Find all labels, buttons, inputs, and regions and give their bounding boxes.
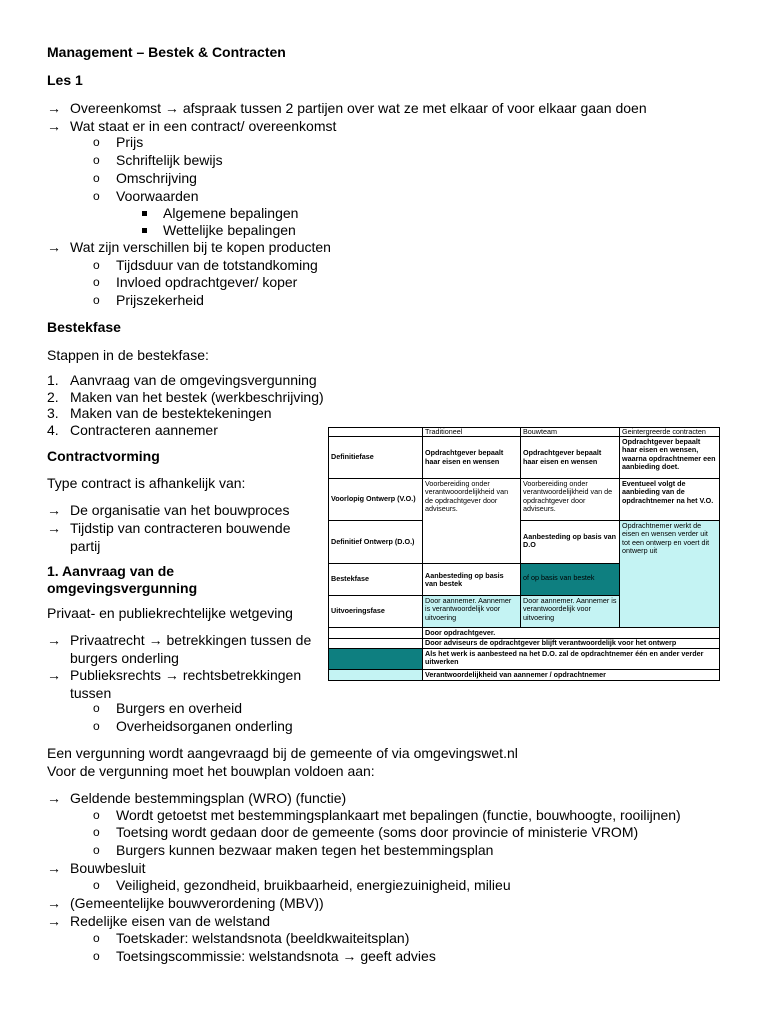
table-header: Geintergreerde contracten — [619, 427, 720, 437]
circle-bullet: o — [93, 808, 100, 822]
arrow-bullet: → — [47, 895, 61, 911]
table-row-label: Uitvoeringsfase — [328, 595, 423, 628]
circle-bullet: o — [93, 878, 100, 892]
step-number: 2. — [47, 389, 59, 405]
circle-bullet: o — [93, 189, 100, 203]
table-row-label: Bestekfase — [328, 563, 423, 596]
list-item: Redelijke eisen van de welstand — [70, 913, 271, 929]
step-item: Contracteren aannemer — [70, 422, 218, 438]
step-item: Maken van het bestek (werkbeschrijving) — [70, 389, 324, 405]
list-item: Veiligheid, gezondheid, bruikbaarheid, energiezuinigheid, milieu — [116, 877, 511, 893]
list-item: Publieksrechts → rechtsbetrekkingen — [70, 667, 302, 683]
arrow-bullet: → — [47, 520, 61, 536]
list-item-continued: tussen — [70, 685, 112, 701]
section-heading: 1. Aanvraag van de — [47, 563, 175, 579]
intro-line: Overeenkomst → afspraak tussen 2 partijen over wat ze met elkaar of voor elkaar gaan doen — [70, 100, 647, 116]
circle-bullet: o — [93, 293, 100, 307]
list-item: Omschrijving — [116, 170, 197, 186]
circle-bullet: o — [93, 719, 100, 733]
table-cell: Voorbereiding onder verantwoordelijkheid van de opdrachtgever door adviseurs. — [520, 478, 620, 521]
table-cell: Voorbereiding onder verantwooordelijkheid van de opdrachtgever door adviseurs. — [422, 478, 521, 564]
table-row-label: Voorlopig Ontwerp (V.O.) — [328, 478, 423, 521]
list-item: Geldende bestemmingsplan (WRO) (functie) — [70, 790, 347, 806]
list-item: Burgers en overheid — [116, 700, 243, 716]
list-item: Overheidsorganen onderling — [116, 718, 293, 734]
step-item: Aanvraag van de omgevingsvergunning — [70, 372, 317, 388]
square-bullet — [142, 211, 147, 216]
table-cell: Opdrachtgever bepaalt haar eisen en wensen — [520, 436, 620, 479]
circle-bullet: o — [93, 825, 100, 839]
table-row-label: Definitiefase — [328, 436, 423, 479]
section-heading: omgevingsvergunning — [47, 580, 198, 596]
section-heading: Contractvorming — [47, 448, 160, 464]
arrow-bullet: → — [47, 239, 61, 255]
arrow-bullet: → — [47, 118, 61, 134]
legend-text: Verantwoordelijkheid van aannemer / opdrachtnemer — [422, 669, 720, 681]
paragraph: Privaat- en publiekrechtelijke wetgeving — [47, 605, 293, 621]
table-row-label: Definitief Ontwerp (D.O.) — [328, 520, 423, 564]
step-number: 4. — [47, 422, 59, 438]
circle-bullet: o — [93, 153, 100, 167]
table-cell-highlight: Door aannemer. Aannemer is verantwoordelijk voor uitvoering — [422, 595, 521, 628]
table-cell: Opdrachtgever bepaalt haar eisen en wensen — [422, 436, 521, 479]
list-item: Wordt getoetst met bestemmingsplankaart met bepalingen (functie, bouwhoogte, rooilijnen) — [116, 807, 681, 823]
list-item: Toetskader: welstandsnota (beeldkwaiteitsplan) — [116, 930, 410, 946]
circle-bullet: o — [93, 949, 100, 963]
table-cell: Aanbesteding op basis van bestek — [422, 563, 521, 596]
lesson-heading: Les 1 — [47, 72, 83, 88]
circle-bullet: o — [93, 258, 100, 272]
step-item: Maken van de bestektekeningen — [70, 405, 272, 421]
circle-bullet: o — [93, 171, 100, 185]
circle-bullet: o — [93, 843, 100, 857]
arrow-bullet: → — [47, 100, 61, 116]
step-number: 1. — [47, 372, 59, 388]
list-item: (Gemeentelijke bouwverordening (MBV)) — [70, 895, 324, 911]
legend-swatch-cyan — [328, 669, 423, 681]
circle-bullet: o — [93, 275, 100, 289]
list-item: Voorwaarden — [116, 188, 199, 204]
circle-bullet: o — [93, 931, 100, 945]
arrow-bullet: → — [47, 790, 61, 806]
list-item-continued: partij — [70, 538, 101, 554]
list-item: Schriftelijk bewijs — [116, 152, 223, 168]
list-item: Invloed opdrachtgever/ koper — [116, 274, 298, 290]
paragraph: Een vergunning wordt aangevraagd bij de gemeente of via omgevingswet.nl — [47, 745, 518, 761]
arrow-bullet: → — [47, 632, 61, 648]
legend-text: Als het werk is aanbesteed na het D.O. zal de opdrachtnemer één en ander verder uitwerken — [422, 648, 720, 670]
table-header: Bouwteam — [520, 427, 620, 437]
list-item: Prijs — [116, 134, 144, 150]
step-number: 3. — [47, 405, 59, 421]
list-item: Burgers kunnen bezwaar maken tegen het bestemmingsplan — [116, 842, 494, 858]
intro-line: Wat staat er in een contract/ overeenkomst — [70, 118, 337, 134]
arrow-bullet: → — [47, 502, 61, 518]
table-cell-highlight: Opdrachtnemer werkt de eisen en wensen verder uit tot een ontwerp en voert dit ontwerp uit — [619, 520, 720, 628]
list-item: De organisatie van het bouwproces — [70, 502, 290, 518]
legend-text: Door adviseurs de opdrachtgever blijft verantwoordelijk voor het ontwerp — [422, 638, 720, 649]
list-item: Wettelijke bepalingen — [163, 222, 296, 238]
circle-bullet: o — [93, 135, 100, 149]
table-cell: Aanbesteding op basis van D.O — [520, 520, 620, 564]
paragraph: Stappen in de bestekfase: — [47, 347, 209, 363]
section-heading: Bestekfase — [47, 319, 121, 335]
list-item: Toetsingscommissie: welstandsnota → geeft advies — [116, 948, 436, 964]
list-item: Toetsing wordt gedaan door de gemeente (soms door provincie of ministerie VROM) — [116, 824, 639, 840]
list-item-continued: burgers onderling — [70, 650, 179, 666]
table-cell: Opdrachtgever bepaalt haar eisen en wensen, waarna opdrachtnemer een aanbieding doet. — [619, 436, 720, 479]
table-cell: Eventueel volgt de aanbieding van de opdrachtnemer na het V.O. — [619, 478, 720, 521]
legend-swatch-teal — [328, 648, 423, 670]
arrow-bullet: → — [47, 913, 61, 929]
square-bullet — [142, 228, 147, 233]
list-item: Algemene bepalingen — [163, 205, 299, 221]
legend-text: Door opdrachtgever. — [422, 627, 720, 639]
list-item: Bouwbesluit — [70, 860, 146, 876]
circle-bullet: o — [93, 701, 100, 715]
arrow-bullet: → — [47, 860, 61, 876]
list-item: Tijdstip van contracteren bouwende — [70, 520, 291, 536]
page-title: Management – Bestek & Contracten — [47, 44, 286, 60]
list-item: Privaatrecht → betrekkingen tussen de — [70, 632, 312, 648]
table-header: Traditioneel — [422, 427, 521, 437]
list-heading: Wat zijn verschillen bij te kopen producten — [70, 239, 331, 255]
arrow-bullet: → — [47, 667, 61, 683]
table-cell-highlight: Door aannemer. Aannemer is verantwoordelijk voor uitvoering — [520, 595, 620, 628]
list-item: Tijdsduur van de totstandkoming — [116, 257, 318, 273]
table-cell-dark: of op basis van bestek — [520, 563, 620, 596]
paragraph: Type contract is afhankelijk van: — [47, 475, 246, 491]
paragraph: Voor de vergunning moet het bouwplan voldoen aan: — [47, 763, 375, 779]
contract-table — [328, 427, 720, 681]
list-item: Prijszekerheid — [116, 292, 204, 308]
